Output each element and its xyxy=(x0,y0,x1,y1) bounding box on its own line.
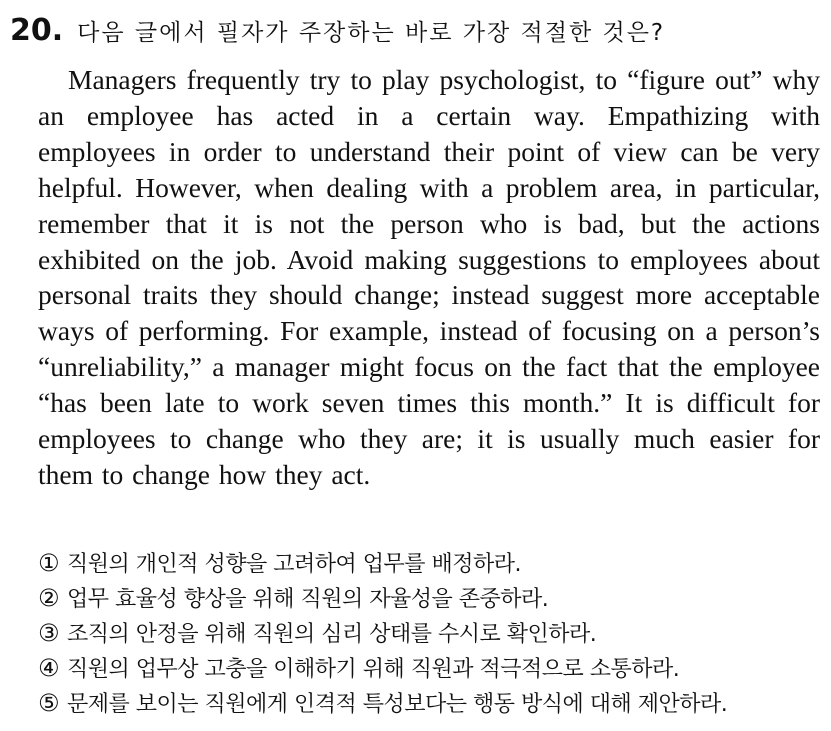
question-prompt: 다음 글에서 필자가 주장하는 바로 가장 적절한 것은? xyxy=(77,19,666,46)
choice-marker: ⑤ xyxy=(38,688,60,717)
choice-text: 문제를 보이는 직원에게 인격적 특성보다는 행동 방식에 대해 제안하라. xyxy=(67,692,728,717)
choice-marker: ② xyxy=(38,583,60,612)
reading-passage: Managers frequently try to play psychologist, to “figure out” why an employee has acted in a certain way. Empathizing with employees in order to understand their point of view can be very helpful. However, when dealing with a problem area, in particular, remember that it is not the person who is bad, but the actions exhibited on the job. Avoid making suggestions to employees about personal traits they should change; instead suggest more acceptable ways of performing. For example, instead of focusing on a person’s “unreliability,” a manager might focus on the fact that the employee “has been late to work seven times this month.” It is difficult for employees to change who they are; it is usually much easier for them to change how they act. xyxy=(38,64,820,490)
answer-choice-2[interactable] xyxy=(38,580,828,615)
choice-text: 직원의 개인적 성향을 고려하여 업무를 배정하라. xyxy=(67,552,522,577)
answer-choice-4[interactable] xyxy=(38,650,828,685)
question-number: 20. xyxy=(10,12,64,48)
answer-choice-1[interactable] xyxy=(38,545,828,580)
answer-choice-5[interactable] xyxy=(38,685,828,720)
choice-text: 직원의 업무상 고충을 이해하기 위해 직원과 적극적으로 소통하라. xyxy=(67,657,680,682)
answer-choice-3[interactable] xyxy=(38,615,828,650)
choice-marker: ③ xyxy=(38,618,60,647)
choice-text: 업무 효율성 향상을 위해 직원의 자율성을 존중하라. xyxy=(67,587,549,612)
answer-choices xyxy=(38,545,828,720)
choice-marker: ④ xyxy=(38,653,60,682)
choice-text: 조직의 안정을 위해 직원의 심리 상태를 수시로 확인하라. xyxy=(67,622,597,647)
choice-marker: ① xyxy=(38,548,60,577)
question-header xyxy=(10,8,820,52)
